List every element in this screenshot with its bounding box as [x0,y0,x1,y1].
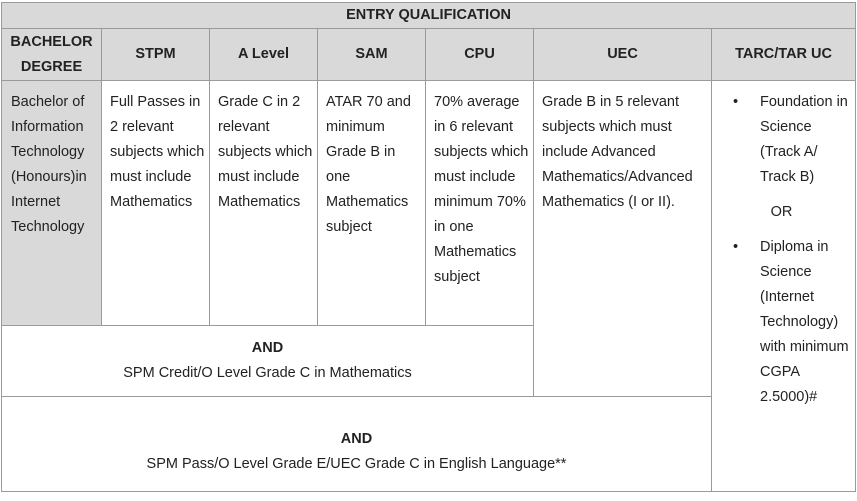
stpm-requirement: Full Passes in 2 relevant subjects which must include Mathematics [110,94,205,210]
degree-cell [2,81,102,326]
a-level-requirement: Grade C in 2 relevant subjects which must include Mathematics [218,94,313,210]
col-header-a-level: A Level [210,29,318,81]
tarc-list-2 [712,235,851,410]
col-header-uec: UEC [534,29,712,81]
col-header-sam: SAM [318,29,426,81]
tarc-item-diploma: Diploma in Science (Internet Technology) with minimum CGPA 2.5000)# [760,239,849,405]
a-level-cell [210,81,318,326]
sam-cell [318,81,426,326]
tarc-item-foundation: Foundation in Science (Track A/ Track B) [760,94,848,185]
bullet-icon: • [733,239,739,255]
degree-name: Bachelor of Information Technology (Honours)in Internet Technology [11,94,87,235]
tarc-list [712,90,851,190]
col-header-bachelor-degree: BACHELOR DEGREE [2,29,102,81]
list-item [712,235,851,410]
col-header-stpm: STPM [102,29,210,81]
list-item [712,90,851,190]
cpu-requirement: 70% average in 6 relevant subjects which must include minimum 70% in one Mathematics subject [434,94,529,285]
table-title: ENTRY QUALIFICATION [2,3,856,29]
or-separator: OR [770,204,793,220]
entry-qualification-table [1,2,856,492]
and-maths-cell [2,326,534,397]
uec-cell [534,81,712,397]
spm-maths-requirement: SPM Credit/O Level Grade C in Mathematics [123,365,412,381]
uec-requirement: Grade B in 5 relevant subjects which must include Advanced Mathematics/Advanced Mathematics (I or II). [542,94,693,210]
and-label: AND [251,340,284,356]
sam-requirement: ATAR 70 and minimum Grade B in one Mathematics subject [326,94,411,235]
stpm-cell [102,81,210,326]
col-header-tarc: TARC/TAR UC [712,29,856,81]
tarc-cell [712,81,856,492]
cpu-cell [426,81,534,326]
and-english-cell [2,397,712,492]
spm-english-requirement: SPM Pass/O Level Grade E/UEC Grade C in English Language** [146,456,567,472]
col-header-cpu: CPU [426,29,534,81]
and-label: AND [340,431,373,447]
bullet-icon: • [733,94,739,110]
